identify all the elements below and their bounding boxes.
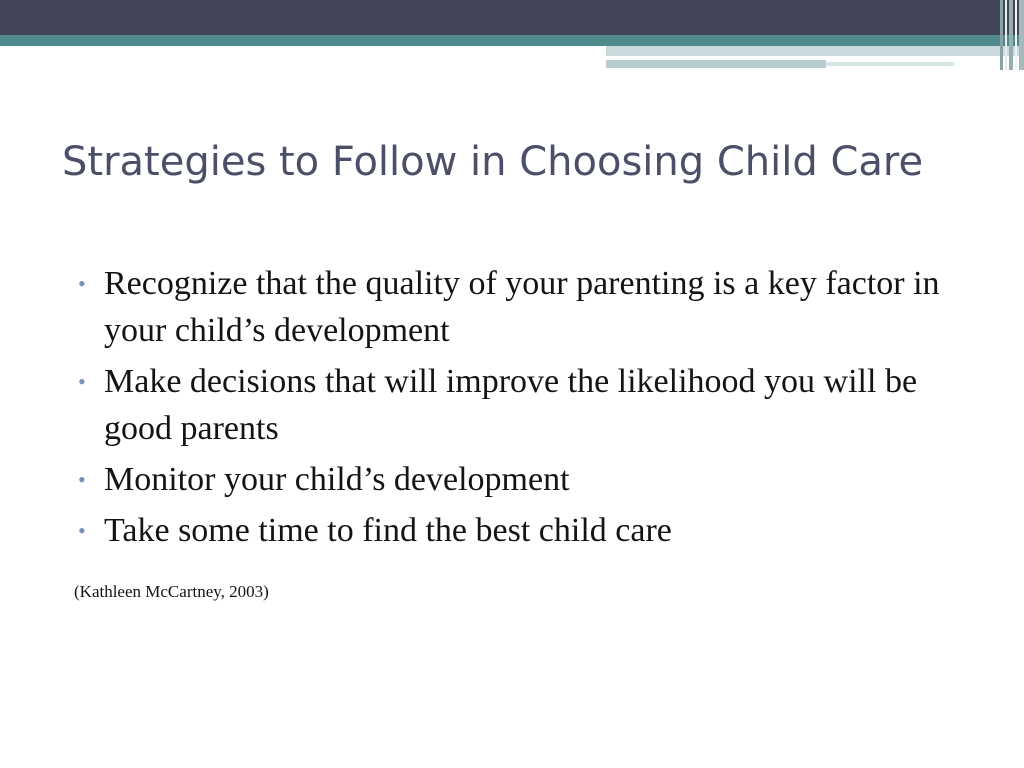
header-stripe: [1005, 0, 1007, 70]
bullet-item: [74, 507, 964, 554]
bullet-text: Monitor your child’s development: [104, 461, 570, 498]
header-stripe: [1015, 0, 1017, 70]
bullet-text: Take some time to find the best child care: [104, 512, 672, 549]
bullet-text: Recognize that the quality of your parenting is a key factor in your child’s development: [104, 265, 940, 349]
slide-title: Strategies to Follow in Choosing Child Care: [62, 139, 924, 185]
header-accent-band-short: [826, 62, 954, 66]
header-accent-band: [606, 46, 1024, 56]
header-stripe: [1009, 0, 1013, 70]
bullet-text: Make decisions that will improve the likelihood you will be good parents: [104, 363, 918, 447]
bullet-item: [74, 358, 964, 452]
header-band-dark: [0, 0, 1024, 35]
citation: (Kathleen McCartney, 2003): [74, 582, 269, 601]
bullet-icon: •: [78, 369, 86, 394]
bullet-icon: •: [78, 271, 86, 296]
header-accent-band-lower: [606, 60, 826, 68]
bullet-item: [74, 456, 964, 503]
header-stripes: [994, 0, 1024, 70]
header-stripe: [1019, 0, 1024, 70]
bullet-list: [74, 260, 964, 558]
bullet-item: [74, 260, 964, 354]
header-band-teal: [0, 35, 1024, 46]
bullet-icon: •: [78, 467, 86, 492]
bullet-icon: •: [78, 518, 86, 543]
header-stripe: [1000, 0, 1003, 70]
